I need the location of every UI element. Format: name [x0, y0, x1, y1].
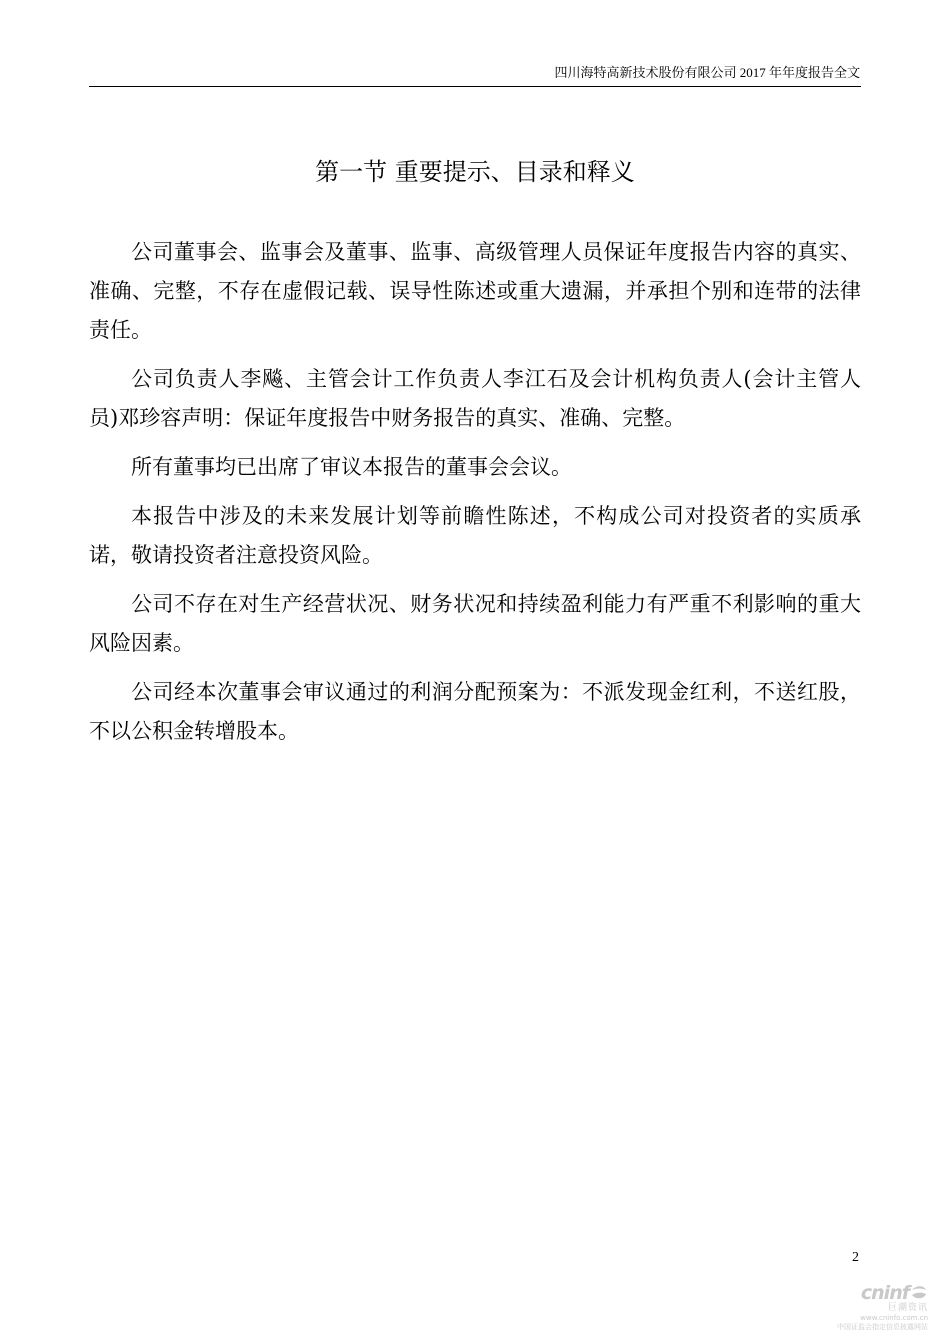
paragraph-forward-looking: 本报告中涉及的未来发展计划等前瞻性陈述，不构成公司对投资者的实质承诺，敬请投资者注意投资风险。 — [89, 504, 861, 567]
page-number: 2 — [852, 1250, 859, 1265]
watermark-logo — [824, 1283, 928, 1303]
notice-body — [89, 233, 861, 761]
watermark-chinese-name: 巨潮资讯 — [887, 1303, 928, 1313]
paragraph-profit-distribution: 公司经本次董事会审议通过的利润分配预案为：不派发现金红利，不送红股，不以公积金转增股本。 — [89, 680, 861, 743]
cninfo-watermark — [824, 1283, 928, 1332]
paragraph-risk-factors: 公司不存在对生产经营状况、财务状况和持续盈利能力有严重不利影响的重大风险因素。 — [89, 592, 861, 655]
paragraph-directors-attendance: 所有董事均已出席了审议本报告的董事会会议。 — [131, 455, 572, 479]
watermark-logo-text: cninf — [860, 1282, 909, 1304]
cninfo-swirl-icon — [910, 1285, 928, 1301]
watermark-url: www.cninfo.com.cn — [860, 1314, 928, 1322]
header-divider — [89, 86, 861, 87]
watermark-tagline: 中国证监会指定信息披露网站 — [837, 1323, 928, 1331]
running-header-title: 四川海特高新技术股份有限公司 2017 年年度报告全文 — [554, 65, 860, 80]
paragraph-board-guarantee: 公司董事会、监事会及董事、监事、高级管理人员保证年度报告内容的真实、准确、完整，不存在虚假记载、误导性陈述或重大遗漏，并承担个别和连带的法律责任。 — [89, 240, 861, 342]
section-title: 第一节 重要提示、目录和释义 — [315, 158, 635, 186]
paragraph-executives-statement: 公司负责人李飚、主管会计工作负责人李江石及会计机构负责人(会计主管人员)邓珍容声明：保证年度报告中财务报告的真实、准确、完整。 — [89, 367, 861, 430]
